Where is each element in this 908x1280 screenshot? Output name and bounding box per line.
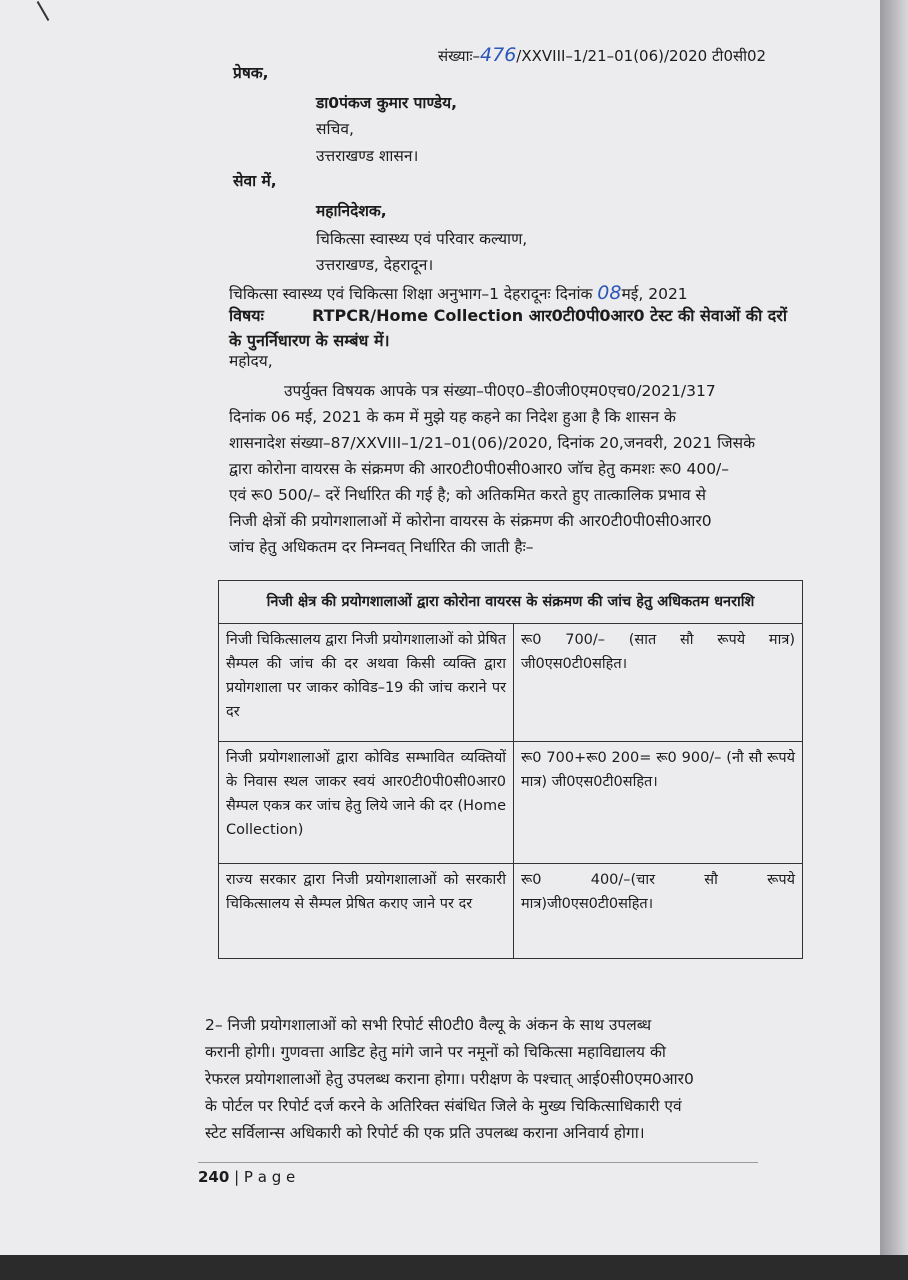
rate-cell: रू0 700/– (सात सौ रूपये मात्र) जी0एस0टी0सहित। <box>514 624 803 742</box>
body-line: एवं रू0 500/– दरें निर्धारित की गई है; को अतिकमित करते हुए तात्कालिक प्रभाव से <box>229 486 706 504</box>
subject-label: विषयः <box>229 306 264 325</box>
point-2-line: रेफरल प्रयोगशालाओं हेतु उपलब्ध कराना होगा। परीक्षण के पश्चात् आई0सी0एम0आर0 <box>205 1070 694 1088</box>
table-heading: निजी क्षेत्र की प्रयोगशालाओं द्वारा कोरोना वायरस के संक्रमण की जांच हेतु अधिकतम धनराशि <box>219 581 803 624</box>
page-number: 240 <box>198 1168 230 1186</box>
rates-table <box>218 580 803 959</box>
body-paragraph <box>229 378 799 560</box>
scratch-mark <box>37 1 50 21</box>
page-footer <box>198 1168 295 1186</box>
page-edge-shadow <box>880 0 908 1255</box>
reference-number: संख्याः–476/XXVIII–1/21–01(06)/2020 टी0सी02 <box>438 44 767 66</box>
body-line: शासनादेश संख्या–87/XXVIII–1/21–01(06)/2020, दिनांक 20,जनवरी, 2021 जिसके <box>229 434 756 452</box>
table-row <box>219 742 803 864</box>
body-line: द्वारा कोरोना वायरस के संक्रमण की आर0टी0पी0सी0आर0 जॉच हेतु कमशः रू0 400/– <box>229 460 730 478</box>
table-header-row <box>219 581 803 624</box>
subject-line-2: के पुनर्निधारण के सम्बंध में। <box>229 331 390 350</box>
table-row <box>219 624 803 742</box>
table-row <box>219 864 803 959</box>
sender-designation: सचिव, <box>316 120 354 138</box>
rate-cell: रू0 700+रू0 200= रू0 900/– (नौ सौ रूपये मात्र) जी0एस0टी0सहित। <box>514 742 803 864</box>
rate-cell: रू0 400/–(चार सौ रूपये मात्र)जी0एस0टी0सहित। <box>514 864 803 959</box>
subject-line-1: RTPCR/Home Collection आर0टी0पी0आर0 टेस्ट की सेवाओं की दरों <box>312 306 787 325</box>
salutation: महोदय, <box>229 352 273 370</box>
sender-name: डा0पंकज कुमार पाण्डेय, <box>316 94 457 112</box>
section-line: चिकित्सा स्वास्थ्य एवं चिकित्सा शिक्षा अनुभाग–1 देहरादूनः दिनांक 08मई, 2021 <box>229 282 688 304</box>
point-2-paragraph <box>205 1012 801 1147</box>
handwritten-number: 476 <box>480 44 517 66</box>
service-cell: राज्य सरकार द्वारा निजी प्रयोगशालाओं को सरकारी चिकित्सालय से सैम्पल प्रेषित कराए जाने पर दर <box>219 864 514 959</box>
body-line: दिनांक 06 मई, 2021 के कम में मुझे यह कहने का निदेश हुआ है कि शासन के <box>229 408 676 426</box>
recipient-department: चिकित्सा स्वास्थ्य एवं परिवार कल्याण, <box>316 230 528 248</box>
point-2-line: स्टेट सर्विलान्स अधिकारी को रिपोर्ट की एक प्रति उपलब्ध कराना अनिवार्य होगा। <box>205 1124 645 1142</box>
recipient-label: सेवा में, <box>233 172 277 190</box>
background-surface <box>0 1255 908 1280</box>
page-label: | P a g e <box>234 1168 296 1186</box>
body-line: जांच हेतु अधिकतम दर निम्नवत् निर्धारित की जाती हैः– <box>229 538 534 556</box>
service-cell: निजी चिकित्सालय द्वारा निजी प्रयोगशालाओं को प्रेषित सैम्पल की जांच की दर अथवा किसी व्यक्ति द्वारा प्रयोगशाला पर जाकर कोविड–19 की जांच कराने पर दर <box>219 624 514 742</box>
sender-office: उत्तराखण्ड शासन। <box>316 147 419 165</box>
service-cell: निजी प्रयोगशालाओं द्वारा कोविड सम्भावित व्यक्तियों के निवास स्थल जाकर स्वयं आर0टी0पी0सी0आर0 सैम्पल एकत्र कर जांच हेतु लिये जाने की दर (Home Collection) <box>219 742 514 864</box>
point-2-line: करानी होगी। गुणवत्ता आडिट हेतु मांगे जाने पर नमूनों को चिकित्सा महाविद्यालय की <box>205 1043 666 1061</box>
recipient-title: महानिदेशक, <box>316 202 387 220</box>
recipient-place: उत्तराखण्ड, देहरादून। <box>316 256 434 274</box>
body-line: निजी क्षेत्रों की प्रयोगशालाओं में कोरोना वायरस के संक्रमण की आर0टी0पी0सी0आर0 <box>229 512 712 530</box>
footer-divider <box>198 1162 758 1163</box>
point-2-line: 2– निजी प्रयोगशालाओं को सभी रिपोर्ट सी0टी0 वैल्यू के अंकन के साथ उपलब्ध <box>205 1016 652 1034</box>
point-2-line: के पोर्टल पर रिपोर्ट दर्ज करने के अतिरिक्त संबंधित जिले के मुख्य चिकित्साधिकारी एवं <box>205 1097 682 1115</box>
body-line: उपर्युक्त विषयक आपके पत्र संख्या–पी0ए0–डी0जी0एम0एच0/2021/317 <box>284 382 716 400</box>
handwritten-day: 08 <box>597 282 622 304</box>
sender-label: प्रेषक, <box>233 64 269 82</box>
